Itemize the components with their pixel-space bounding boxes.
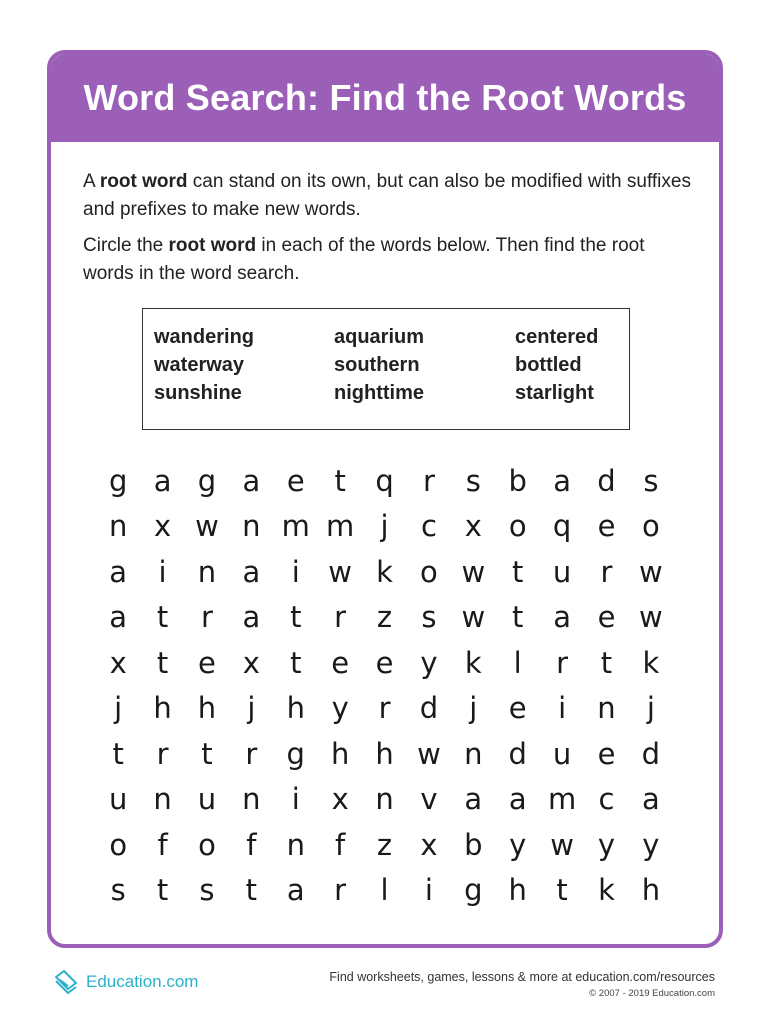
grid-letter[interactable]: a — [553, 600, 571, 635]
grid-letter[interactable]: g — [286, 736, 305, 771]
grid-letter[interactable]: e — [331, 645, 350, 680]
grid-row — [96, 458, 676, 504]
grid-letter[interactable]: w — [461, 554, 486, 589]
grid-letter[interactable]: m — [547, 782, 577, 817]
grid-letter[interactable]: g — [108, 463, 128, 498]
grid-letter[interactable]: a — [242, 463, 261, 498]
grid-letter[interactable]: r — [600, 554, 613, 589]
grid-letter[interactable]: x — [242, 645, 260, 680]
word-list-item: sunshine — [154, 382, 242, 404]
grid-letter[interactable]: a — [109, 554, 128, 589]
worksheet-card — [47, 50, 723, 948]
grid-letter[interactable]: r — [556, 645, 569, 680]
grid-letter[interactable]: r — [156, 736, 169, 771]
grid-letter[interactable]: t — [201, 736, 213, 771]
grid-letter[interactable]: t — [245, 873, 258, 908]
grid-letter[interactable]: t — [112, 736, 124, 771]
grid-letter[interactable]: u — [552, 554, 572, 589]
grid-letter[interactable]: a — [286, 873, 305, 908]
grid-letter[interactable]: n — [109, 509, 128, 544]
word-list-column-1 — [154, 323, 254, 407]
instructions — [83, 168, 693, 296]
grid-letter[interactable]: x — [331, 782, 349, 817]
grid-letter[interactable]: o — [508, 509, 527, 544]
grid-letter[interactable]: w — [461, 600, 486, 635]
grid-letter[interactable]: a — [508, 782, 527, 817]
grid-letter[interactable]: a — [641, 782, 660, 817]
grid-letter[interactable]: x — [154, 509, 172, 544]
intro-text: A — [83, 171, 100, 192]
grid-letter[interactable]: n — [375, 782, 394, 817]
grid-letter[interactable]: i — [424, 873, 433, 908]
grid-letter[interactable]: e — [375, 645, 394, 680]
word-list-box — [142, 308, 630, 430]
intro-bold-term: root word — [99, 171, 188, 192]
grid-letter[interactable]: l — [380, 873, 389, 908]
footer-tagline: Find worksheets, games, lessons & more at education.com/resources — [329, 970, 715, 984]
grid-letter[interactable]: h — [330, 736, 350, 771]
grid-letter[interactable]: t — [156, 873, 169, 908]
grid-letter[interactable]: j — [646, 691, 655, 726]
intro-text: Circle the — [83, 235, 169, 256]
grid-letter[interactable]: n — [242, 509, 261, 544]
word-list-item: waterway — [154, 354, 245, 376]
intro-text: can stand on its own, but can also be modified with suffixes and prefixes to make new words. — [83, 171, 691, 220]
word-list-item: nighttime — [334, 382, 424, 404]
grid-letter[interactable]: m — [281, 509, 310, 544]
grid-row — [96, 686, 676, 732]
grid-letter[interactable]: w — [417, 736, 441, 771]
grid-letter[interactable]: i — [291, 554, 300, 589]
grid-letter[interactable]: y — [331, 691, 349, 726]
grid-letter[interactable]: e — [597, 600, 616, 635]
grid-letter[interactable]: t — [290, 645, 302, 680]
grid-letter[interactable]: w — [639, 554, 663, 589]
grid-letter[interactable]: t — [156, 600, 169, 635]
grid-letter[interactable]: q — [375, 463, 394, 498]
word-list-item: bottled — [515, 354, 582, 376]
grid-letter[interactable]: j — [114, 691, 123, 726]
grid-letter[interactable]: t — [512, 600, 524, 635]
grid-letter[interactable]: l — [513, 645, 522, 680]
grid-letter[interactable]: n — [153, 782, 172, 817]
grid-letter[interactable]: y — [509, 827, 527, 862]
grid-letter[interactable]: c — [420, 509, 437, 544]
grid-letter[interactable]: t — [334, 463, 346, 498]
grid-letter[interactable]: t — [556, 873, 568, 908]
grid-letter[interactable]: w — [639, 600, 663, 635]
grid-letter[interactable]: e — [508, 691, 527, 726]
grid-letter[interactable]: s — [643, 463, 659, 498]
grid-letter[interactable]: d — [508, 736, 527, 771]
grid-letter[interactable]: w — [328, 554, 352, 589]
grid-letter[interactable]: r — [245, 736, 258, 771]
page-title: Word Search: Find the Root Words — [83, 77, 687, 118]
grid-letter[interactable]: z — [376, 600, 393, 635]
grid-letter[interactable]: t — [512, 554, 524, 589]
grid-letter[interactable]: h — [375, 736, 394, 771]
grid-letter[interactable]: j — [247, 691, 256, 726]
grid-letter[interactable]: d — [597, 463, 616, 498]
word-list-item: wandering — [154, 326, 255, 348]
grid-letter[interactable]: k — [598, 873, 615, 908]
grid-letter[interactable]: m — [326, 509, 355, 544]
grid-letter[interactable]: x — [420, 827, 438, 862]
grid-letter[interactable]: n — [197, 554, 217, 589]
word-search-grid — [96, 458, 676, 913]
grid-letter[interactable]: f — [246, 827, 257, 862]
grid-letter[interactable]: o — [198, 827, 216, 862]
intro-paragraph-task — [83, 232, 693, 288]
word-list-item: aquarium — [334, 326, 425, 348]
intro-bold-term: root word — [168, 235, 257, 256]
grid-letter[interactable]: t — [156, 645, 169, 680]
word-list-column-2 — [334, 323, 424, 407]
grid-row — [96, 822, 676, 868]
grid-letter[interactable]: t — [290, 600, 302, 635]
grid-letter[interactable]: g — [197, 463, 217, 498]
grid-letter[interactable]: i — [158, 554, 167, 589]
intro-text: in each of the words below. Then find the root words in the word search. — [83, 235, 645, 284]
grid-letter[interactable]: s — [421, 600, 437, 635]
grid-row — [96, 504, 676, 550]
grid-letter[interactable]: h — [153, 691, 172, 726]
grid-letter[interactable]: f — [335, 827, 346, 862]
grid-letter[interactable]: g — [464, 873, 483, 908]
grid-letter[interactable]: n — [464, 736, 483, 771]
footer-copyright: © 2007 - 2019 Education.com — [589, 988, 715, 999]
grid-letter[interactable]: o — [420, 554, 438, 589]
grid-letter[interactable]: u — [197, 782, 217, 817]
word-list-item: starlight — [515, 382, 594, 404]
grid-letter[interactable]: r — [334, 873, 347, 908]
grid-letter[interactable]: y — [597, 827, 616, 862]
grid-letter[interactable]: e — [597, 736, 616, 771]
grid-letter[interactable]: i — [291, 782, 300, 817]
grid-letter[interactable]: k — [376, 554, 393, 589]
grid-letter[interactable]: x — [464, 509, 482, 544]
education-logo-icon — [52, 968, 80, 996]
grid-letter[interactable]: h — [641, 873, 661, 908]
grid-row — [96, 868, 676, 914]
title-banner — [51, 54, 719, 142]
grid-letter[interactable]: d — [641, 736, 661, 771]
grid-letter[interactable]: n — [242, 782, 261, 817]
grid-letter[interactable]: h — [286, 691, 305, 726]
grid-letter[interactable]: i — [558, 691, 567, 726]
grid-letter[interactable]: v — [420, 782, 438, 817]
grid-letter[interactable]: s — [465, 463, 481, 498]
word-list-item: centered — [515, 326, 599, 348]
intro-paragraph-definition — [83, 168, 693, 224]
grid-letter[interactable]: c — [598, 782, 615, 817]
grid-letter[interactable]: o — [109, 827, 128, 862]
grid-letter[interactable]: y — [420, 645, 438, 680]
grid-letter[interactable]: a — [464, 782, 483, 817]
grid-letter[interactable]: a — [242, 600, 261, 635]
footer-info — [329, 970, 715, 999]
grid-letter[interactable]: j — [380, 509, 389, 544]
grid-letter[interactable]: h — [508, 873, 527, 908]
grid-letter[interactable]: d — [419, 691, 439, 726]
grid-letter[interactable]: h — [197, 691, 217, 726]
grid-letter[interactable]: x — [109, 645, 127, 680]
grid-letter[interactable]: s — [199, 873, 215, 908]
grid-letter[interactable]: a — [553, 463, 571, 498]
grid-letter[interactable]: r — [422, 463, 435, 498]
education-logo — [52, 968, 198, 996]
grid-row — [96, 731, 676, 777]
grid-letter[interactable]: w — [195, 509, 219, 544]
grid-letter[interactable]: k — [464, 645, 482, 680]
grid-letter[interactable]: e — [198, 645, 216, 680]
grid-letter[interactable]: a — [153, 463, 172, 498]
grid-letter[interactable]: b — [508, 463, 527, 498]
grid-letter[interactable]: q — [552, 509, 572, 544]
grid-letter[interactable]: j — [469, 691, 478, 726]
grid-letter[interactable]: n — [597, 691, 616, 726]
grid-letter[interactable]: k — [642, 645, 660, 680]
grid-letter[interactable]: u — [552, 736, 572, 771]
grid-letter[interactable]: t — [600, 645, 613, 680]
grid-letter[interactable]: e — [286, 463, 305, 498]
grid-row — [96, 595, 676, 641]
word-list-item: southern — [334, 354, 420, 376]
grid-row — [96, 549, 676, 595]
grid-letter[interactable]: r — [334, 600, 347, 635]
grid-letter[interactable]: a — [242, 554, 261, 589]
grid-letter[interactable]: y — [642, 827, 660, 862]
grid-letter[interactable]: e — [597, 509, 616, 544]
grid-letter[interactable]: f — [157, 827, 168, 862]
grid-letter[interactable]: n — [286, 827, 305, 862]
grid-letter[interactable]: z — [376, 827, 393, 862]
grid-letter[interactable]: s — [110, 873, 126, 908]
education-logo-text: Education.com — [86, 972, 199, 991]
grid-letter[interactable]: o — [642, 509, 660, 544]
grid-letter[interactable]: a — [109, 600, 128, 635]
grid-letter[interactable]: r — [378, 691, 391, 726]
grid-row — [96, 777, 676, 823]
grid-letter[interactable]: u — [109, 782, 128, 817]
grid-letter[interactable]: r — [201, 600, 213, 635]
grid-letter[interactable]: w — [550, 827, 574, 862]
word-list-column-3 — [515, 323, 598, 407]
grid-letter[interactable]: b — [464, 827, 483, 862]
grid-row — [96, 640, 676, 686]
